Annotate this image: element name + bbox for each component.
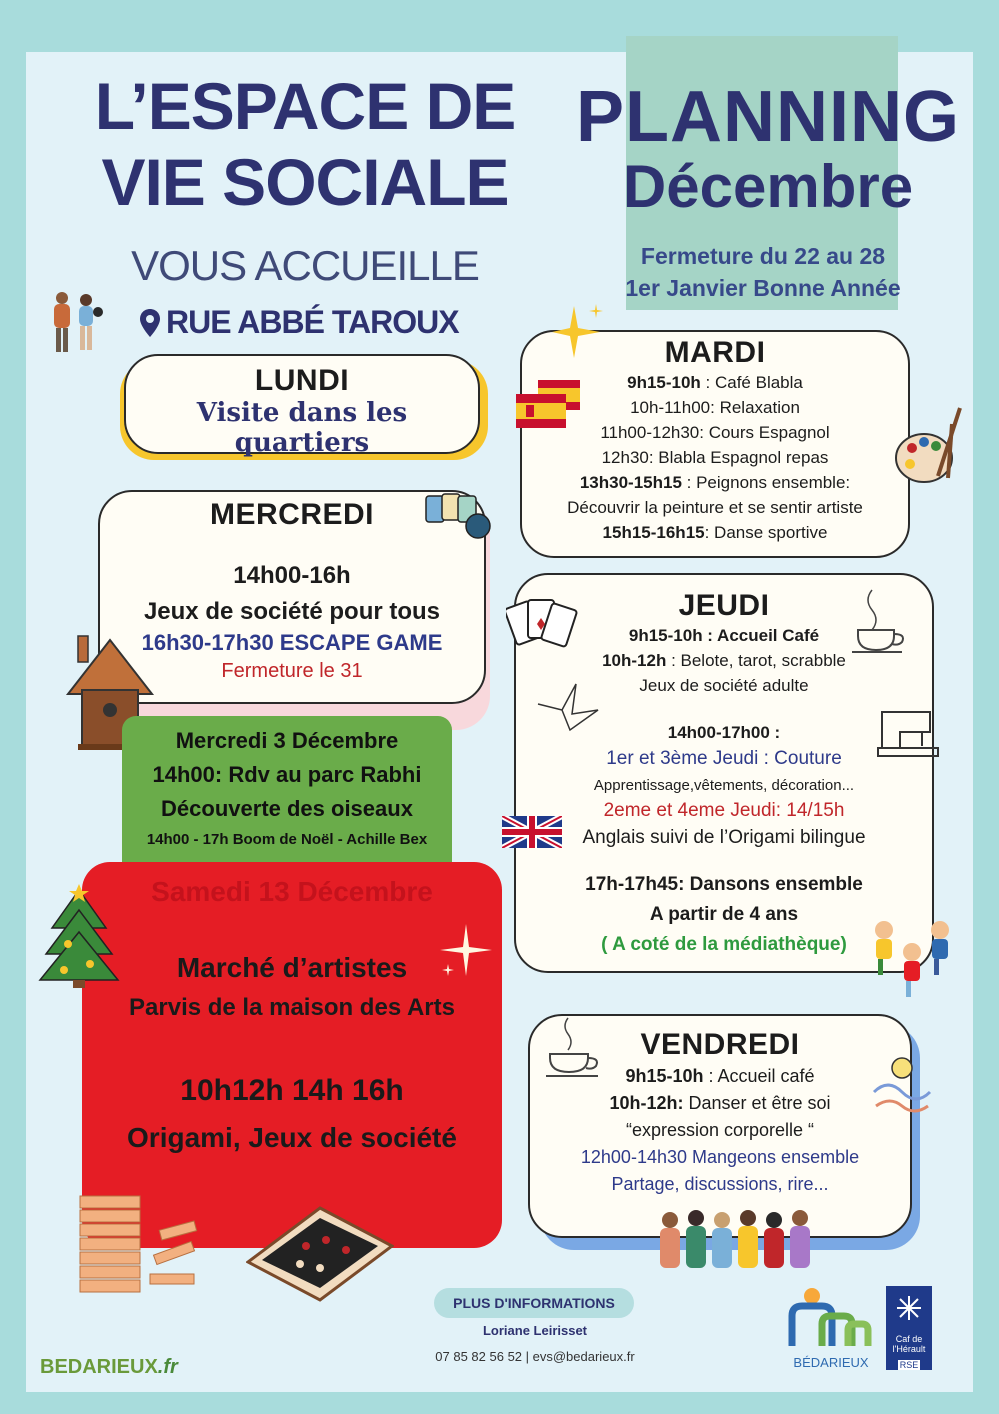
mardi-l6: Découvrir la peinture et se sentir artiste bbox=[567, 498, 863, 517]
paint-palette-icon bbox=[894, 404, 966, 494]
mardi-l3: 11h00-12h30: Cours Espagnol bbox=[600, 423, 830, 442]
vendredi-l2-time: 10h-12h: bbox=[609, 1093, 684, 1113]
checkers-board-icon bbox=[246, 1206, 394, 1302]
jeudi-l8: Anglais suivi de l’Origami bilingue bbox=[582, 827, 866, 848]
mardi-l7-text: : Danse sportive bbox=[704, 523, 828, 542]
mardi-l2: 10h-11h00: Relaxation bbox=[630, 398, 800, 417]
mercredi-activity: Jeux de société pour tous bbox=[143, 598, 441, 625]
children-playing-icon bbox=[864, 912, 964, 1000]
jeudi-l7: 2eme et 4eme Jeudi: 14/15h bbox=[603, 800, 845, 821]
mercredi-title: MERCREDI bbox=[209, 498, 374, 531]
samedi-date: Samedi 13 Décembre bbox=[151, 876, 433, 907]
mardi-l1-text: : Café Blabla bbox=[700, 373, 803, 392]
caf-logo bbox=[886, 1286, 932, 1370]
vendredi-l4: 12h00-14h30 Mangeons ensemble bbox=[580, 1147, 860, 1167]
mercredi-closure: Fermeture le 31 bbox=[221, 660, 363, 682]
vendredi-title: VENDREDI bbox=[640, 1028, 800, 1061]
jeudi-l9: 17h-17h45: Dansons ensemble bbox=[585, 874, 863, 895]
tea-cup-icon bbox=[546, 1016, 608, 1080]
bedarieux-logo bbox=[784, 1286, 878, 1370]
location-pin-icon bbox=[138, 308, 162, 338]
special-line3: Découverte des oiseaux bbox=[161, 796, 413, 821]
mardi-card bbox=[520, 330, 910, 558]
spain-flag-icon bbox=[514, 378, 588, 444]
caf-rse: RSE bbox=[899, 1360, 919, 1370]
caf-snowflake-icon bbox=[895, 1294, 923, 1322]
vendredi-l3: “expression corporelle “ bbox=[625, 1120, 815, 1140]
lundi-title: LUNDI bbox=[254, 364, 350, 397]
jenga-icon bbox=[76, 1186, 206, 1300]
special-line1: Mercredi 3 Décembre bbox=[175, 728, 399, 753]
family-illustration-icon bbox=[42, 286, 114, 358]
mardi-l4: 12h30: Blabla Espagnol repas bbox=[601, 448, 829, 467]
samedi-line4: Origami, Jeux de société bbox=[127, 1122, 457, 1153]
caf-label: Caf de l'Hérault bbox=[892, 1334, 926, 1354]
mercredi-escape: 16h30-17h30 ESCAPE GAME bbox=[141, 630, 443, 655]
samedi-line1: Marché d’artistes bbox=[176, 952, 408, 983]
jeudi-l1: 9h15-10h : Accueil Café bbox=[628, 626, 820, 645]
uk-flag-icon bbox=[502, 816, 562, 848]
lundi-text: Visite dans les quartiers bbox=[196, 398, 408, 458]
more-info-label: PLUS D'INFORMATIONS bbox=[434, 1288, 634, 1318]
jeudi-l10: A partir de 4 ans bbox=[649, 904, 799, 925]
mardi-l7-time: 15h15-16h15 bbox=[602, 523, 705, 542]
bedarieux-logo-name: BÉDARIEUX bbox=[793, 1355, 869, 1370]
planning-title: PLANNING bbox=[576, 77, 960, 157]
samedi-line2: Parvis de la maison des Arts bbox=[129, 994, 455, 1021]
vendredi-l1-text: : Accueil café bbox=[703, 1066, 815, 1086]
closure-notice: Fermeture du 22 au 28 1er Janvier Bonne Année bbox=[625, 243, 901, 301]
bedarieux-logo-icon bbox=[786, 1286, 876, 1348]
sparkles-icon bbox=[552, 300, 608, 364]
mercredi-special-event bbox=[122, 716, 452, 866]
mercredi-time: 14h00-16h bbox=[233, 562, 351, 589]
address: RUE ABBÉ TAROUX bbox=[138, 304, 459, 341]
mardi-l5-time: 13h30-15h15 bbox=[579, 473, 682, 492]
jeudi-l2-time: 10h-12h bbox=[602, 651, 667, 670]
subtitle: VOUS ACCUEILLE bbox=[131, 242, 479, 289]
mardi-title: MARDI bbox=[664, 336, 766, 369]
main-title: L’ESPACE DE VIE SOCIALE bbox=[94, 69, 516, 219]
mardi-l1-time: 9h15-10h bbox=[627, 373, 701, 392]
month-title: Décembre bbox=[622, 153, 914, 220]
jeudi-title: JEUDI bbox=[678, 589, 770, 622]
group-people-icon bbox=[656, 1206, 826, 1268]
jeudi-l3: Jeux de société adulte bbox=[639, 676, 809, 695]
special-line2: 14h00: Rdv au parc Rabhi bbox=[152, 762, 422, 787]
vendredi-l1-time: 9h15-10h bbox=[625, 1066, 704, 1086]
jeudi-l5: 1er et 3ème Jeudi : Couture bbox=[606, 748, 842, 769]
playing-cards-icon bbox=[422, 490, 492, 546]
ideas-doodle-icon bbox=[866, 1052, 938, 1116]
origami-crane-icon bbox=[536, 680, 602, 734]
special-line4: 14h00 - 17h Boom de Noël - Achille Bex bbox=[146, 831, 428, 848]
contact-phone-email: 07 85 82 56 52 | evs@bedarieux.fr bbox=[435, 1349, 635, 1364]
contact-name: Loriane Leirisset bbox=[482, 1323, 588, 1338]
mardi-l5-text: : Peignons ensemble: bbox=[681, 473, 851, 492]
vendredi-l5: Partage, discussions, rire... bbox=[611, 1174, 829, 1194]
sparkle-icon bbox=[436, 920, 496, 980]
coffee-cup-icon bbox=[852, 586, 912, 656]
sewing-machine-icon bbox=[876, 702, 940, 758]
jeudi-l4: 14h00-17h00 : bbox=[667, 723, 781, 742]
jeudi-l11: ( A coté de la médiathèque) bbox=[601, 934, 847, 955]
jeudi-l2-text: : Belote, tarot, scrabble bbox=[666, 651, 846, 670]
playing-cards-hand-icon bbox=[506, 594, 582, 664]
samedi-line3: 10h12h 14h 16h bbox=[180, 1074, 404, 1107]
christmas-tree-icon bbox=[38, 884, 120, 990]
contact-block bbox=[400, 1318, 670, 1370]
lundi-card bbox=[124, 354, 480, 458]
vendredi-l2-text: Danser et être soi bbox=[683, 1093, 831, 1113]
jeudi-l6: Apprentissage,vêtements, décoration... bbox=[593, 777, 855, 794]
bedarieux-site-logo: BEDARIEUX.fr bbox=[40, 1356, 178, 1378]
